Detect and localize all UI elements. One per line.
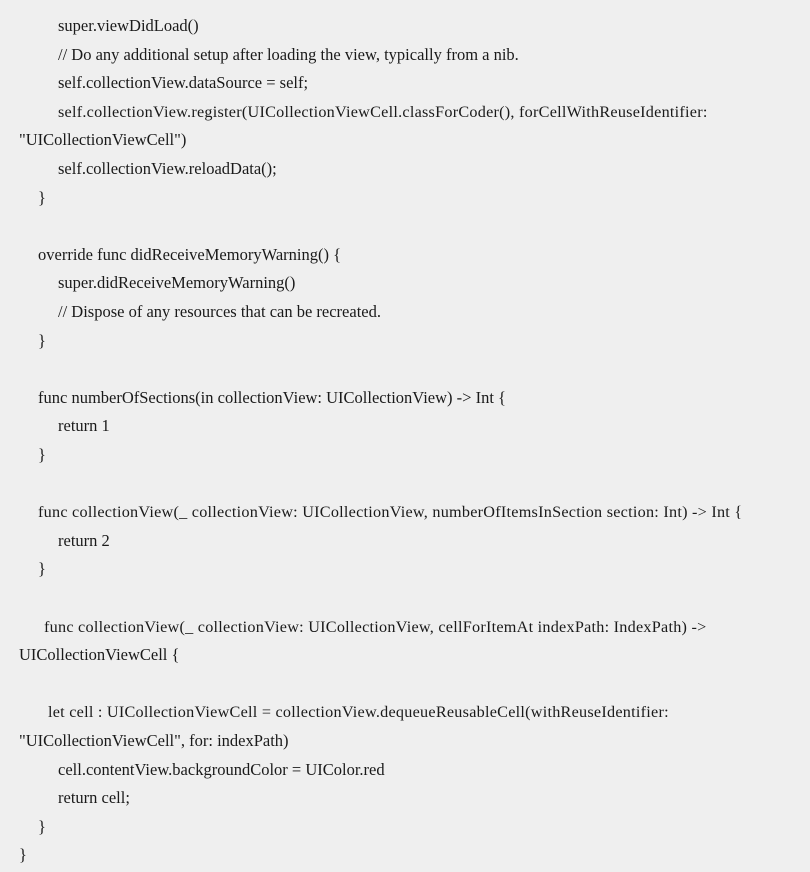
- code-line: cell.contentView.backgroundColor = UIColor.red: [58, 759, 385, 779]
- code-line: // Do any additional setup after loading the view, typically from a nib.: [58, 44, 519, 64]
- code-line: func numberOfSections(in collectionView: UICollectionView) -> Int {: [38, 387, 506, 407]
- code-line: }: [38, 816, 46, 836]
- code-line: [0, 584, 810, 612]
- code-line: [0, 470, 810, 498]
- code-line: func collectionView(_ collectionView: UICollectionView, cellForItemAt indexPath: IndexPath) ->: [44, 617, 707, 636]
- code-line: }: [38, 330, 46, 350]
- code-line: return 1: [58, 416, 110, 436]
- code-line: UICollectionViewCell {: [19, 645, 180, 665]
- code-line: override func didReceiveMemoryWarning() {: [38, 244, 342, 264]
- code-line: }: [19, 845, 27, 865]
- code-line: super.viewDidLoad(): [58, 16, 199, 35]
- code-line: self.collectionView.reloadData();: [58, 159, 277, 178]
- code-line: self.collectionView.register(UICollectionViewCell.classForCoder(), forCellWithReuseIdentifier:: [58, 102, 708, 121]
- code-line: func collectionView(_ collectionView: UICollectionView, numberOfItemsInSection section: Int) -> Int {: [38, 503, 743, 522]
- code-line: }: [38, 445, 46, 464]
- code-line: super.didReceiveMemoryWarning(): [58, 273, 296, 293]
- code-line: // Dispose of any resources that can be recreated.: [58, 302, 381, 321]
- code-line: self.collectionView.dataSource = self;: [58, 73, 309, 93]
- code-line: return cell;: [58, 788, 130, 808]
- code-line: [0, 355, 810, 383]
- code-line: return 2: [58, 530, 110, 550]
- code-line: }: [38, 187, 46, 207]
- code-line: let cell : UICollectionViewCell = collectionView.dequeueReusableCell(withReuseIdentifier:: [48, 703, 669, 722]
- code-line: [0, 670, 810, 698]
- code-line: [0, 212, 810, 240]
- code-line: "UICollectionViewCell"): [19, 130, 187, 150]
- code-line: "UICollectionViewCell", for: indexPath): [19, 731, 289, 750]
- code-line: }: [38, 559, 46, 579]
